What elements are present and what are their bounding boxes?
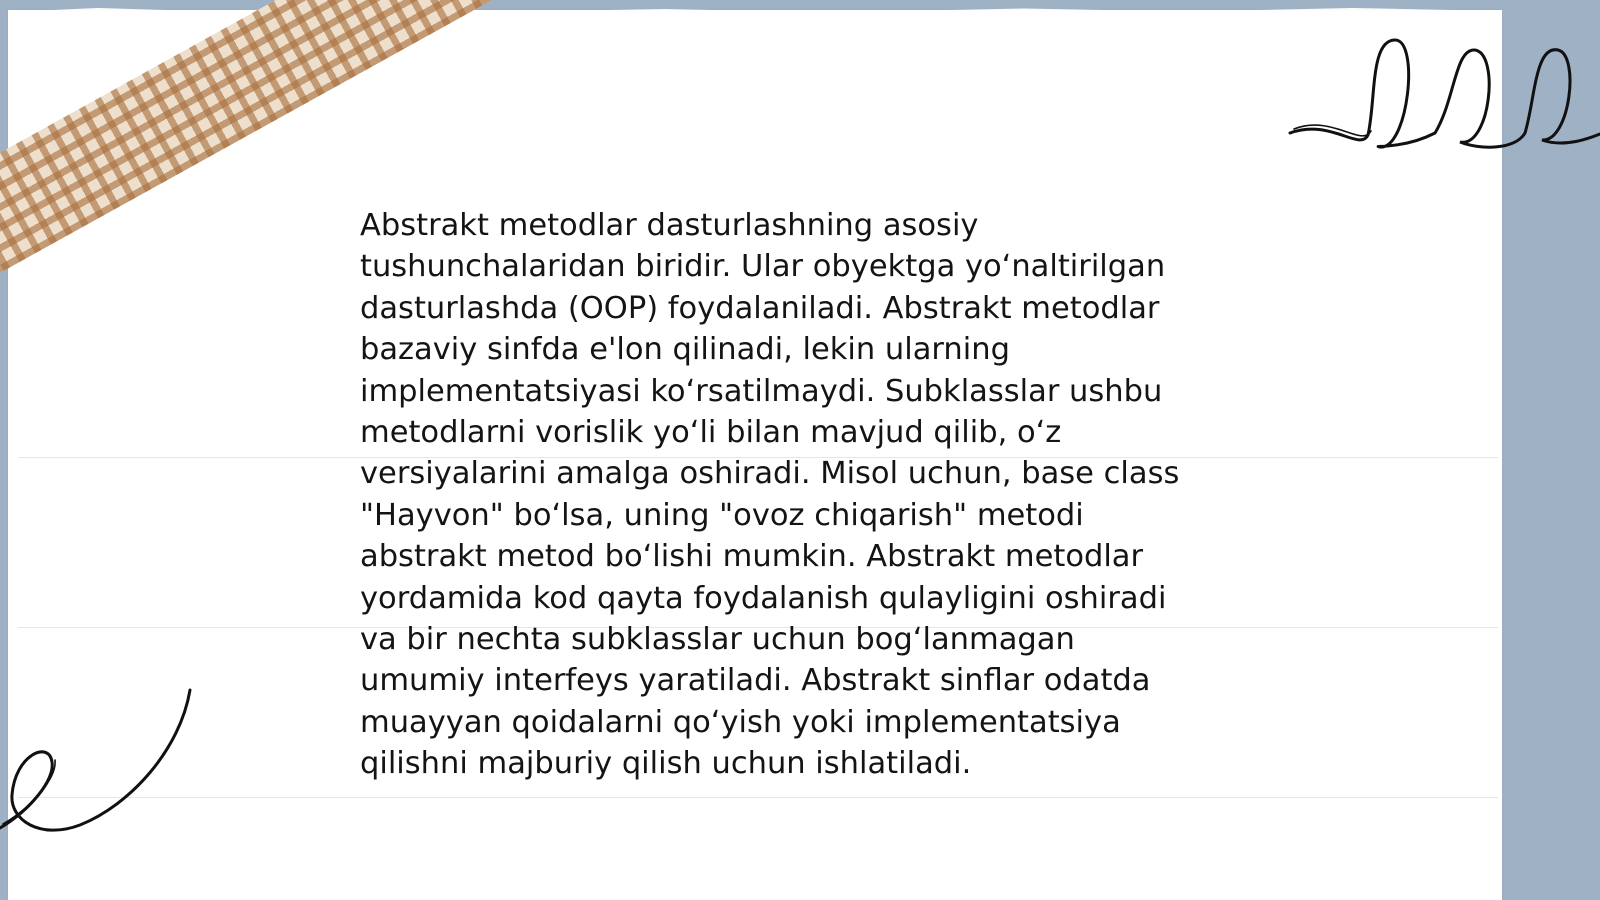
body-paragraph: Abstrakt metodlar dasturlashning asosiy tushunchalaridan biridir. Ular obyektga yo‘naltirilgan dasturlashda (OOP) foydalaniladi. Abstrakt metodlar bazaviy sinfda e'lon qilinadi, lekin ularning implementatsiyasi ko‘rsatilmaydi. Subklasslar ushbu metodlarni vorislik yo‘li bilan mavjud qilib, o‘z versiyalarini amalga oshiradi. Misol uchun, base class "Hayvon" bo‘lsa, uning "ovoz chiqarish" metodi abstrakt metod bo‘lishi mumkin. Abstrakt metodlar yordamida kod qayta foydalanish qulayligini oshiradi va bir nechta subklasslar uchun bog‘lanmagan umumiy interfeys yaratiladi. Abstrakt sinflar odatda muayyan qoidalarni qo‘yish yoki implementatsiya qilishni majburiy qilish uchun ishlatiladi. xyxy=(360,208,1180,782)
loop-doodle-icon xyxy=(1290,30,1600,170)
swirl-doodle-icon xyxy=(0,690,200,850)
paper-rule-line xyxy=(18,797,1498,798)
